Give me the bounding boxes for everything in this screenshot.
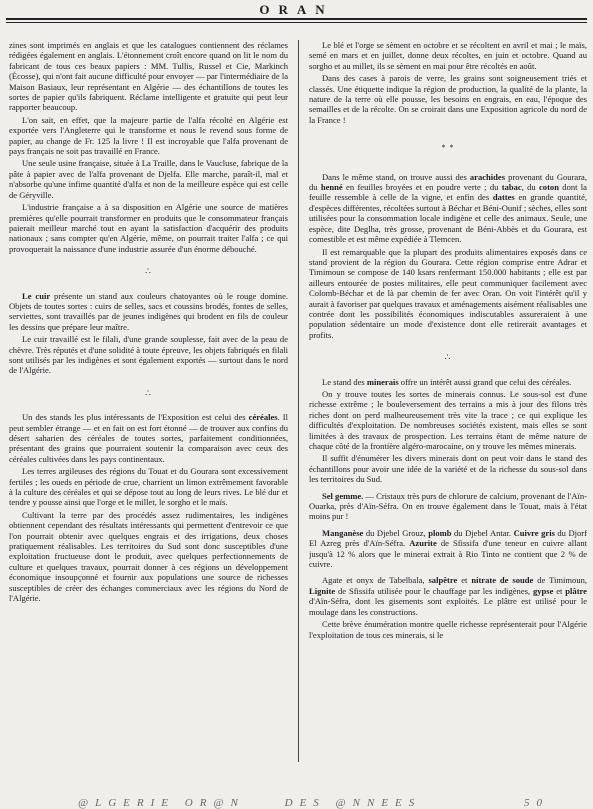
- text: dont la feuille ressemble à celle de la vigne, et enfin des: [309, 182, 587, 203]
- paragraph: Cultivant la terre par des procédés assez rudimentaires, les indigènes obtiennent cependant des résultats intéressants qui permettent d'entrevoir ce que l'on pourrait obtenir avec quelques engrais et des irrigations, deux choses pratiquement réalisables. Les territoires du Sud sont donc susceptibles d'une exploitation fructueuse dont le produit, avec quelques perfectionnements de culture et quelques travaux, pourrait donner à ces régions un développement économique insoupçonné et fournir aux populations une source de richesses susceptibles de créer des échanges commerciaux avec les régions du Nord de l'Algérie.: [9, 509, 288, 604]
- text: Le stand des: [322, 376, 367, 387]
- text: provenant du Gourara, du: [309, 171, 587, 193]
- text: présente un stand aux couleurs chatoyantes où le rouge domine. Objets de toutes sortes : cuirs de selles, sacs et coussins brodés, fontes de selles, serviettes, sont travaillés par de jeunes indigènes qui brodent en fils de couleur les dessins que prépare leur maître.: [9, 290, 288, 332]
- text: , du: [521, 182, 540, 193]
- title: ORAN: [259, 2, 334, 17]
- text: du Djorf El Azreg près d'Aïn-Séfra.: [309, 527, 587, 549]
- paragraph: zines sont imprimés en anglais et que les catalogues contiennent des réclames rédigées également en anglais. L'étonnement croît encore quand on lit le nom du fabricant de tous ces beaux papiers : MM. Tullis, Russel et Cie, Markinch (Écosse), qui n'ont fait aucune difficulté pour envoyer — par l'intermédiaire de la Maison Basiaux, leur représentant en Algérie — des échantillons de toutes les sortes de papier qu'ils fabriquent. Réclame intelligente et gratuite qui peut leur rapporter beaucoup.: [9, 40, 288, 113]
- bold-term: salpêtre: [428, 575, 458, 586]
- paragraph: [309, 575, 587, 617]
- paragraph: Le blé et l'orge se sèment en octobre et se récoltent en avril et mai ; le maïs, semé en mars et en juillet, donne deux récoltes, en juin et octobre. Quand au sorgho et au millet, ils se sèment en mai pour être récoltés en août.: [309, 40, 587, 71]
- text: en feuilles broyées et en poudre verte ; du: [342, 182, 502, 193]
- bold-term: plomb: [428, 527, 452, 538]
- paragraph: L'on sait, en effet, que la majeure partie de l'alfa récolté en Algérie est exportée vers l'Angleterre qui le transforme et nous le revend sous forme de papier, au change de Fr. 125 la livre ! Il est incroyable que l'alfa provenant de pays français ne soit pas travaillé en France.: [9, 114, 288, 157]
- text: en grande quantité, d'espèces différentes, récoltées surtout à Béchar et Béni-Ounif ; sèches, elles sont utilisées pour la consommation locale indigène et celle des animaux. Seule, une espèce, dite Deglha, très grosse, provenant de Béni-Abbès et du Gourara, est comestible et est même expédiée à Tlemcen.: [309, 192, 587, 245]
- bold-term: Lignite: [309, 585, 336, 596]
- text: offre un intérêt aussi grand que celui des céréales.: [398, 376, 572, 387]
- text: de Sfissifa utilisée pour le chauffage par les indigènes,: [335, 585, 533, 596]
- paragraph: Il suffit d'énumérer les divers minerais dont on peut voir dans le stand des échantillons pour avoir une idée de la variété et de la richesse du sous-sol dans les territoires du Sud.: [309, 453, 587, 485]
- text: Dans le même stand, on trouve aussi des: [322, 171, 470, 182]
- bold-term: Le cuir: [22, 290, 51, 301]
- bold-term: Sel gemme.: [322, 490, 364, 501]
- section-separator: * *: [441, 143, 455, 153]
- right-column: [309, 40, 587, 762]
- paragraph: Le cuir travaillé est le filali, d'une grande souplesse, fait avec de la peau de chèvre. Très réputés et d'une solidité à toute épreuve, les objets fabriqués en filali sont utilisés par les indigènes et sont également exportés — surtout dans le nord de l'Algérie.: [9, 334, 288, 376]
- footer-watermark: [78, 797, 421, 809]
- page-number: 50: [524, 797, 549, 809]
- text: Agate et onyx de Tabelbala,: [322, 575, 429, 586]
- bold-term: arachides: [469, 171, 506, 182]
- paragraph: Il est remarquable que la plupart des produits alimentaires exposés dans ce stand provient de la région du Gourara. Cette région comprise entre Adrar et Timimoun se compose de 140 ksars renfermant 150.000 habitants ; elle est par ailleurs entourée de postes militaires, elle peut communiquer facilement avec Colomb-Béchar et de là par chemin de fer avec Oran. On voit l'intérêt qu'il y aurait à favoriser par quelques travaux et aménagements aisément réalisables une contrée dont les possibilités économiques indiscutables assureraient à une population sédentaire un mode d'existence dont elle retirerait avantages et profits.: [309, 246, 587, 340]
- bold-term: gypse: [532, 585, 554, 596]
- paragraph: Les terres argileuses des régions du Touat et du Gourara sont excessivement fertiles ; les oueds en période de crue, charrient un limon extrêmement favorable à la culture des céréales et qui se dépose tout au long de leurs rives. Le blé dur et tendre y pousse ainsi que l'orge et le millet, le sorgho et le maïs.: [9, 466, 288, 508]
- text: et: [457, 575, 472, 586]
- text: de Timimoun,: [533, 575, 587, 586]
- paragraph: L'industrie française a à sa disposition en Algérie une source de matières premières qu'elle pourrait transformer en produits que le consommateur français paierait meilleur marché tout en ayant la satisfaction d'acquérir des produits nationaux ; sans compter qu'en Algérie, même, on pourrait traiter l'alfa ; ce qui provoquerait la naissance d'une industrie assurée d'un énorme débouché.: [9, 202, 288, 254]
- header-rule-top: [6, 18, 587, 20]
- text: du Djebel Grouz,: [363, 527, 429, 538]
- section-separator: ∴: [145, 387, 152, 398]
- text: . Il peut sembler étrange — et en fait on est fort étonné — de trouver aux confins du désert saharien des céréales de toutes sortes, parfaitement conditionnées, présentant des grains que pourraient soutenir la comparaison avec ceux des céréales cultivées dans les pays continentaux.: [9, 412, 288, 464]
- paragraph: [309, 528, 587, 570]
- section-separator: ∴: [444, 352, 452, 363]
- footer-left-text: @LGERIE OR@N: [78, 797, 245, 809]
- bold-term: coton: [539, 182, 559, 193]
- text: et: [553, 585, 566, 596]
- paragraph: [9, 412, 288, 464]
- text: d'Aïn-Séfra, dont les gisements sont exploités. Le plâtre est utilisé pour le moulage dans les constructions.: [309, 596, 587, 617]
- bold-term: dattes: [492, 192, 515, 203]
- paragraph: On y trouve toutes les sortes de minerais connus. Le sous-sol est d'une richesse extrême ; le bouleversement des terrains a mis à jour des filons très riches dont on perd malheureusement très vite la trace ; ce qui explique les difficultés d'exploitation. De nombreuses sociétés existent, mais elles se sont limitées à des travaux de prospection. Les terrains étant de même nature de chaque côté de la frontière algéro-marocaine, on y trouve les mêmes minerais.: [309, 388, 587, 451]
- footer-mid-text: DES @NNEES: [284, 797, 422, 809]
- bold-term: céréales: [248, 412, 278, 423]
- paragraph: Une seule usine française, située à La Traille, dans le Vaucluse, fabrique de la pâte à papier avec de l'alfa provenant de Djelfa. Elle marche, paraît-il, mal et n'absorbe qu'une infime quantité d'alfa et non de la meilleure espèce qui est celle de Géryville.: [9, 158, 288, 200]
- left-column: [9, 40, 288, 762]
- paragraph: [309, 377, 587, 387]
- text: de Sfissifa d'une teneur en cuivre allant jusqu'à 12 % alors que le minerai extrait à Rio Tinto ne contient que 2 % de cuivre.: [309, 538, 587, 570]
- bold-term: tabac: [501, 182, 522, 193]
- bold-term: plâtre: [565, 585, 587, 596]
- section-separator: ∴: [145, 266, 152, 277]
- bold-term: nitrate de soude: [471, 575, 534, 586]
- bold-term: Azurite: [409, 538, 437, 549]
- column-divider: [298, 40, 299, 762]
- bold-term: Cuivre gris: [513, 527, 555, 538]
- bold-term: henné: [320, 182, 343, 193]
- text: du Djebel Antar.: [451, 527, 514, 538]
- paragraph: [309, 172, 587, 245]
- bold-term: Manganèse: [322, 527, 364, 538]
- header-rule-bottom: [6, 22, 587, 23]
- paragraph: Dans des cases à parois de verre, les grains sont soigneusement triés et classés. Une étiquette indique la région de production, la qualité de la plante, la nature de la terre où elle pousse, les besoins en engrais, en eau, l'époque des semailles et de la récolte. On se croirait dans une Exposition agricole du nord de la France !: [309, 73, 587, 125]
- paragraph: Cette brève énumération montre quelle richesse représenterait pour l'Algérie l'exploitation de tous ces minerais, si le: [309, 619, 587, 640]
- text: Un des stands les plus intéressants de l'Exposition est celui des: [22, 412, 249, 423]
- text: — Cristaux très purs de chlorure de calcium, provenant de l'Aïn-Ouarka, près d'Aïn-Séfra. On en trouve également dans le Touat, mais à l'état moins pur !: [309, 490, 587, 522]
- paragraph: [309, 491, 587, 522]
- bold-term: minerais: [366, 376, 399, 387]
- paragraph: [9, 291, 288, 333]
